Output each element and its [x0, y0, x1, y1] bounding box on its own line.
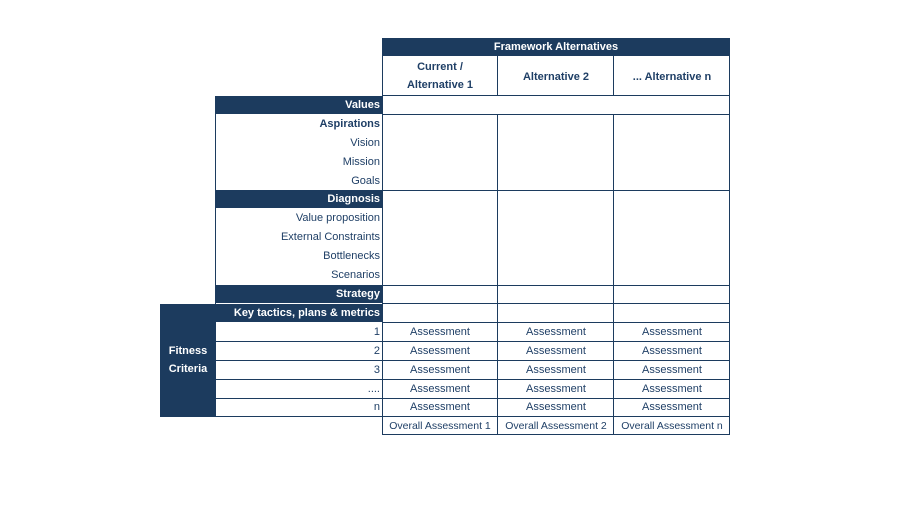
hline	[382, 285, 730, 286]
criteria-row-label: 2	[373, 345, 380, 357]
overall-assessment-n: Overall Assessment n	[621, 420, 723, 432]
fitness-line: Fitness	[168, 345, 208, 357]
assessment-cell: Assessment	[526, 345, 586, 357]
assessment-cell: Assessment	[642, 345, 702, 357]
vline	[497, 114, 498, 435]
assessment-cell: Assessment	[410, 345, 470, 357]
hline	[382, 95, 730, 96]
vline	[215, 96, 216, 416]
vline	[382, 38, 383, 435]
assessment-cell: Assessment	[410, 383, 470, 395]
diagnosis-label: Diagnosis	[215, 190, 382, 208]
assessment-cell: Assessment	[526, 364, 586, 376]
assessment-cell: Assessment	[526, 401, 586, 413]
hline	[215, 398, 730, 399]
fitness-criteria-label	[160, 304, 216, 416]
external-constraints-label: External Constraints	[280, 231, 380, 243]
vline	[613, 114, 614, 435]
hline	[215, 360, 730, 361]
assessment-cell: Assessment	[642, 383, 702, 395]
vline	[613, 56, 614, 96]
assessment-cell: Assessment	[410, 364, 470, 376]
mission-label: Mission	[342, 156, 380, 168]
hline	[215, 341, 730, 342]
assessment-cell: Assessment	[410, 401, 470, 413]
assessment-cell: Assessment	[410, 326, 470, 338]
header-alternative-2: Alternative 2	[522, 71, 590, 83]
criteria-row-label: n	[373, 401, 380, 413]
hline	[382, 434, 730, 435]
header-current-line2: Alternative 1	[406, 79, 474, 91]
hline	[382, 322, 730, 323]
assessment-cell: Assessment	[642, 364, 702, 376]
header-current-line1: Current /	[417, 61, 463, 73]
values-label: Values	[215, 96, 382, 114]
value-proposition-label: Value proposition	[295, 212, 380, 224]
strategy-label: Strategy	[215, 285, 382, 303]
hline	[382, 114, 730, 115]
assessment-cell: Assessment	[642, 401, 702, 413]
aspirations-label: Aspirations	[319, 118, 380, 130]
criteria-line: Criteria	[168, 363, 208, 375]
criteria-row-label: 3	[373, 364, 380, 376]
assessment-cell: Assessment	[642, 326, 702, 338]
header-alternative-n: ... Alternative n	[632, 71, 712, 83]
vline	[729, 38, 730, 435]
assessment-cell: Assessment	[526, 383, 586, 395]
goals-label: Goals	[351, 175, 380, 187]
bottlenecks-label: Bottlenecks	[323, 250, 380, 262]
overall-assessment-2: Overall Assessment 2	[505, 420, 607, 432]
assessment-cell: Assessment	[526, 326, 586, 338]
key-tactics-label: Key tactics, plans & metrics	[215, 304, 382, 322]
criteria-row-label: 1	[373, 326, 380, 338]
criteria-row-label: ....	[367, 383, 380, 395]
hline	[382, 190, 730, 191]
hline	[382, 303, 730, 304]
vision-label: Vision	[350, 137, 380, 149]
overall-assessment-1: Overall Assessment 1	[389, 420, 491, 432]
hline	[215, 379, 730, 380]
vline	[497, 56, 498, 96]
header-current-alternative-1	[382, 58, 498, 96]
framework-alternatives-header: Framework Alternatives	[382, 38, 730, 56]
hline	[160, 416, 730, 417]
scenarios-label: Scenarios	[331, 269, 380, 281]
